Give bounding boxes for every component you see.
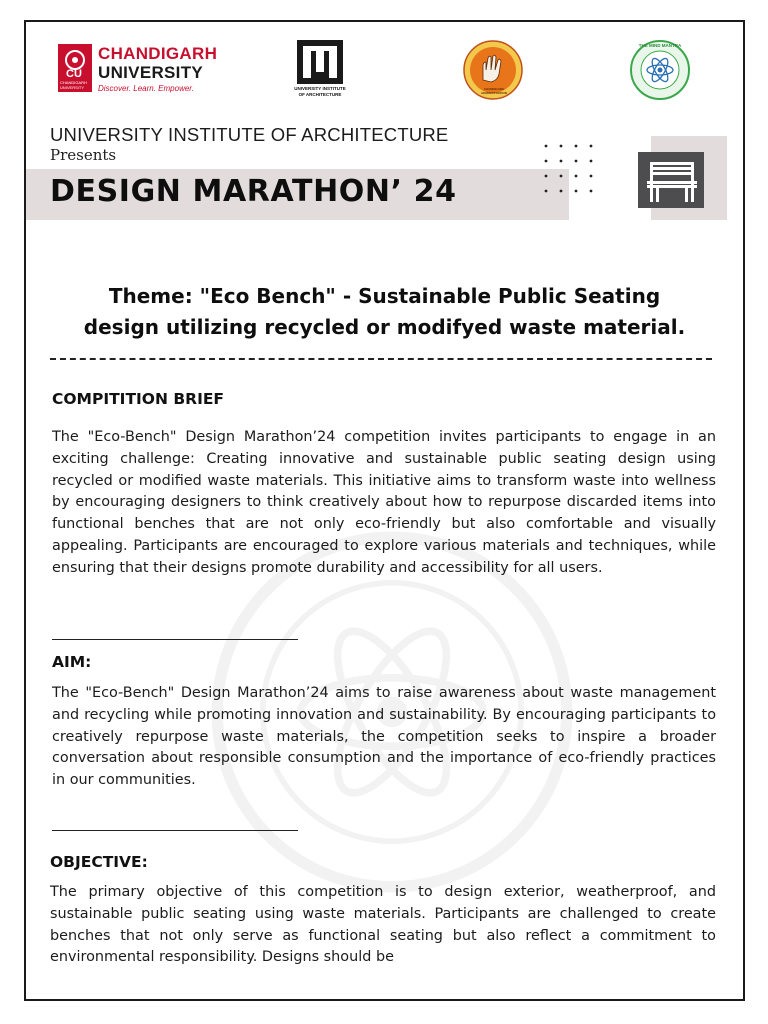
seal-caption: CHANDIGARH ADMINISTRATION bbox=[481, 87, 507, 95]
objective-heading: OBJECTIVE: bbox=[50, 853, 148, 871]
atom-icon bbox=[628, 40, 692, 100]
aim-heading: AIM: bbox=[52, 653, 92, 671]
aim-divider bbox=[52, 639, 298, 640]
brief-heading: COMPITITION BRIEF bbox=[52, 390, 225, 408]
mind-mantra-caption: THE MIND MANTRA bbox=[638, 43, 682, 48]
objective-divider bbox=[52, 830, 298, 831]
brief-text: The "Eco-Bench" Design Marathon’24 competition invites participants to engage in an exciting challenge: Creating innovative and sustainable public seating design using recycled or modified waste materials. This initiative aims to transform waste into wellness by encouraging designers to think creatively about how to repurpose discarded items into functional benches that are not only eco-friendly but also comfortable and visually appealing. Participants are encouraged to explore various materials and techniques, while ensuring that their designs promote durability and accessibility for all users. bbox=[52, 429, 716, 576]
cu-name-line1: CHANDIGARH bbox=[98, 44, 218, 63]
cu-tagline: Discover. Learn. Empower. bbox=[98, 84, 194, 93]
chandigarh-administration-logo bbox=[458, 40, 528, 100]
uia-logo bbox=[290, 40, 350, 100]
uia-caption-1: UNIVERSITY INSTITUTE bbox=[294, 86, 346, 91]
presents-label: Presents bbox=[50, 146, 117, 164]
uia-mark-icon bbox=[297, 40, 343, 84]
cu-badge-sub: CHANDIGARH UNIVERSITY bbox=[60, 80, 87, 90]
theme-line-2: design utilizing recycled or modifyed waste material. bbox=[83, 315, 686, 339]
aim-text: The "Eco-Bench" Design Marathon’24 aims to raise awareness about waste management and recycling while promoting innovation and sustainability. By encouraging participants to creatively repurpose waste materials, the competition seeks to inspire a broader conversation about responsible consumption and the importance of eco-friendly practices in our communities. bbox=[52, 685, 716, 789]
theme-divider bbox=[50, 358, 712, 360]
institute-name: UNIVERSITY INSTITUTE OF ARCHITECTURE bbox=[50, 124, 449, 145]
uia-caption-2: OF ARCHITECTURE bbox=[298, 92, 342, 97]
cu-badge: CU bbox=[66, 68, 82, 80]
cu-name-line2: UNIVERSITY bbox=[98, 63, 204, 82]
page-title: DESIGN MARATHON’ 24 bbox=[50, 174, 457, 209]
theme-line-1: Theme: "Eco Bench" - Sustainable Public Seating bbox=[108, 284, 661, 308]
theme-statement bbox=[26, 281, 743, 343]
objective-text: The primary objective of this competition is to design exterior, weatherproof, and sustainable public seating using waste materials. Participants are challenged to create benches that not only serve as functional seating but also reflect a commitment to environmental responsibility. Designs should be bbox=[50, 884, 716, 966]
mind-mantra-logo bbox=[624, 40, 696, 102]
poster-page bbox=[24, 20, 745, 1001]
bench-icon bbox=[638, 152, 704, 208]
chandigarh-university-logo bbox=[58, 42, 218, 100]
decorative-dot-grid bbox=[540, 140, 600, 200]
